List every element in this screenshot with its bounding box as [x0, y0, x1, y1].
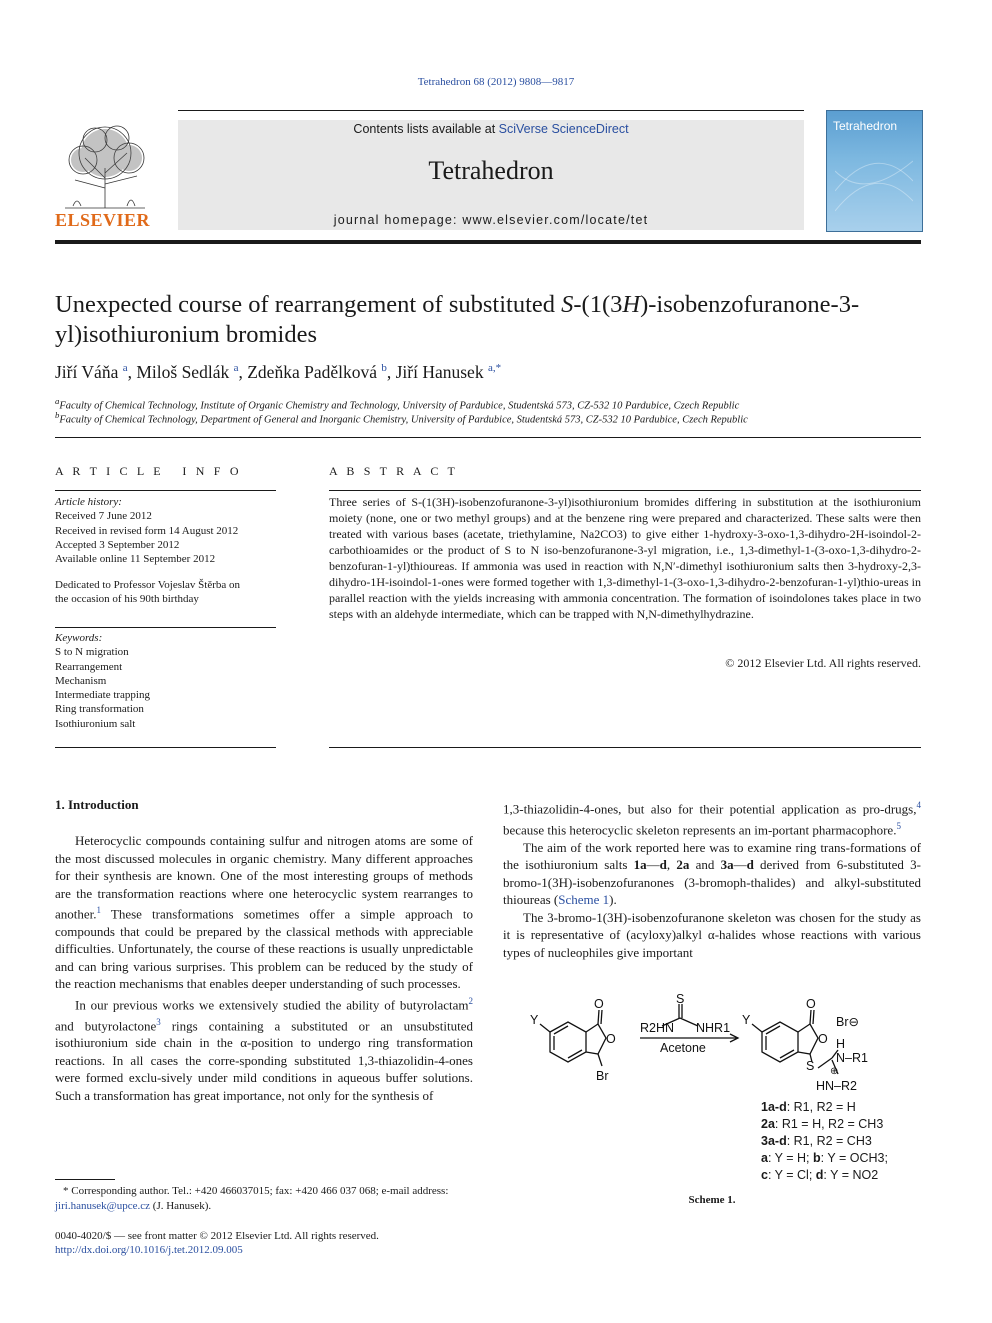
scheme-label: R2HN [640, 1021, 675, 1035]
scheme-label: O [806, 997, 816, 1011]
scheme-label: Acetone [660, 1041, 706, 1055]
keyword: Isothiuronium salt [55, 717, 136, 730]
introduction-heading: 1. Introduction [55, 797, 139, 812]
author-list: Jiří Váňa $^a$, Miloš Sedlák $^a$, Zdeňka Padělková $^b$, Jiří Hanusek $^{a,*}$ [55, 362, 502, 382]
scheme-label: Br [596, 1069, 609, 1083]
intro-paragraph-5: The 3-bromo-1(3H)-isobenzofuranone skeleton was chosen for the study as it is representative of (acyloxy)alkyl α-halides whose reactions with various types of nucleophiles give important [503, 909, 921, 960]
scheme-label: O [818, 1032, 828, 1046]
legend-line: c: Y = Cl; d: Y = NO2 [761, 1168, 879, 1182]
legend-line: 3a-d: R1, R2 = CH3 [761, 1134, 872, 1148]
ref-link[interactable]: 1 [96, 905, 102, 915]
scheme-label: HN–R2 [816, 1079, 857, 1093]
scheme-label: Br⊖ [836, 1015, 859, 1029]
elsevier-tree-logo [55, 118, 155, 210]
scheme-label: Y [742, 1013, 751, 1027]
author-affil-link[interactable]: b [381, 362, 387, 375]
ref-link[interactable]: 5 [896, 820, 901, 831]
keyword: Ring transformation [55, 703, 144, 716]
intro-right-column [503, 797, 921, 961]
article-info-bottom-rule [55, 747, 276, 748]
cover-pattern [835, 141, 913, 221]
article-history: Article history: Received 7 June 2012 Received in revised form 14 August 2012 Accepted 3 September 2012 Available online 11 September 2012 [55, 496, 239, 566]
journal-reference[interactable]: Tetrahedron 68 (2012) 9808—9817 [417, 76, 575, 88]
journal-title: Tetrahedron [428, 156, 554, 185]
intro-paragraph-1: Heterocyclic compounds containing sulfur and nitrogen atoms are some of the most discussed molecules in organic chemistry. Many different approaches for their synthesis are known. One of the most interesting groups of methods are the transformation reactions where one heterocyclic system rearranges to another.$^1$ These transformations sometimes offer a simple approach to compounds that could be prepared by the classical methods with appreciable difficulties. Unfortunately, the course of these reactions is usually unpredictable and can bring various surprises. This problem can be reduced by the study of the reaction mechanisms that enables deeper understanding of such processes. [55, 833, 473, 992]
left-lactone-ring [586, 1024, 606, 1054]
dedication: Dedicated to Professor Vojeslav Štěrba on the occasion of his 90th birthday [55, 579, 241, 606]
keyword: Rearrangement [55, 660, 123, 673]
article-info-rule [55, 490, 276, 491]
header-thick-rule [55, 240, 921, 244]
article-info-heading: A R T I C L E I N F O [55, 464, 242, 478]
issn-line: 0040-4020/$ — see front matter © 2012 Elsevier Ltd. All rights reserved. [55, 1230, 379, 1242]
abstract-text: Three series of S-(1(3H)-isobenzofuranone-3-yl)isothiuronium bromides differing in substitution at the isothiuronium moiety (none, one or two methyl groups) and at the benzene ring were prepared and characterized. These salts were then treated with various bases (acetate, triethylamine, Na2CO3) to give either 1-hydroxy-3-oxo-1,3-dihydro-2H-isoindol-2-carbothioamides or the product of S to N iso-benzofuranone-3-yl migration, i.e., 1,3-dimethyl-1-(3-oxo-1,3-dihydro-2-benzofuran-1-yl)thioureas. If ammonia was used in reaction with N,N′-dimethyl isothiuronium salts then 3-hydroxy-2,3-dihydro-1H-isoindol-1-ones were formed together with 1,3-dimethyl-1-(3-oxo-1,3-dihydro-2-benzofuran-1-yl)thio-ureas in parallel reaction with the yields increasing with ammonia concentration. The formation of isoindolones takes place in two steps with an aldehyde intermediate, which can be trapped with N,N-dimethylhydrazine. [329, 495, 921, 621]
intro-paragraph-4: The aim of the work reported here was to examine ring trans-formations of the isothiuronium salts 1a—d, 2a and 3a—d derived from 6-substituted 3-bromo-1(3H)-isobenzofuranones (3-bromoph-thalides) and alkyl-substituted thioureas (Scheme 1). [503, 839, 921, 908]
author-email-link[interactable]: jiri.hanusek@upce.cz [55, 1199, 151, 1212]
scheme-legend [761, 1099, 888, 1184]
elsevier-wordmark: ELSEVIER [55, 210, 151, 230]
scheme-label: Y [530, 1013, 539, 1027]
affiliation-b: $^b$Faculty of Chemical Technology, Department of General and Inorganic Chemistry, University of Pardubice, Studentská 573, CZ-532 10 Pardubice, Czech Republic [55, 410, 748, 426]
scheme-label: O [594, 997, 604, 1011]
author-name: Jiří Váňa [55, 362, 119, 382]
abstract-copyright: © 2012 Elsevier Ltd. All rights reserved. [725, 656, 921, 670]
keyword: Intermediate trapping [55, 689, 150, 702]
right-lactone-ring [798, 1024, 818, 1054]
ref-link[interactable]: 3 [156, 1016, 161, 1027]
abstract-heading: A B S T R A C T [329, 464, 459, 478]
intro-paragraph-2: In our previous works we extensively studied the ability of butyrolactam$^2$ and butyrolactone$^3$ rings containing a substituted or an unsubstituted isothiuronium side chain in the α-position to undergo ring transformation reactions. In all cases the corre-sponding substituted 1,3-thiazolidin-4-ones were formed exclu-sively under mild conditions in aqueous buffer solutions. Such a transformation has great importance, not only for the synthesis of [55, 995, 473, 1103]
doi-link[interactable]: http://dx.doi.org/10.1016/j.tet.2012.09.005 [55, 1244, 243, 1256]
journal-homepage[interactable]: journal homepage: www.elsevier.com/locate/tet [333, 213, 649, 227]
scheme-1-link[interactable]: Scheme 1 [558, 892, 610, 908]
legend-line: a: Y = H; b: Y = OCH3; [761, 1151, 888, 1165]
left-benzene-ring [550, 1022, 586, 1062]
author-name: Jiří Hanusek [395, 362, 484, 382]
affiliation-a: $^a$Faculty of Chemical Technology, Institute of Organic Chemistry and Technology, University of Pardubice, Studentská 573, CZ-532 10 Pardubice, Czech Republic [55, 396, 740, 412]
article-title: Unexpected course of rearrangement of substituted S-(1(3H)-isobenzofuranone-3-yl)isothiuronium bromides [55, 291, 860, 348]
author-affil-link[interactable]: a [233, 362, 239, 375]
author-affil-link[interactable]: a,* [487, 362, 502, 375]
abstract-rule [329, 490, 921, 491]
journal-cover-image [826, 110, 923, 232]
ref-link[interactable]: 4 [916, 800, 921, 810]
ref-link[interactable]: 2 [468, 995, 473, 1006]
legend-line: 2a: R1 = H, R2 = CH3 [761, 1117, 884, 1131]
keyword: S to N migration [55, 646, 129, 659]
scheme-label: H [836, 1037, 846, 1051]
scheme-1-drawing [520, 992, 920, 1097]
keyword: Mechanism [55, 674, 107, 687]
right-benzene-ring [762, 1022, 798, 1062]
author-name: Miloš Sedlák [136, 362, 230, 382]
legend-line: 1a-d: R1, R2 = H [761, 1100, 856, 1114]
scheme-label: ⊕ [830, 1066, 839, 1077]
scheme-label: S [806, 1059, 815, 1073]
footnote-rule [55, 1179, 115, 1180]
intro-paragraph-3: 1,3-thiazolidin-4-ones, but also for their potential application as pro-drugs,$^4$ because this heterocyclic skeleton represents an im-portant pharmacophore.$^5$ [503, 800, 921, 838]
cover-title: Tetrahedron [833, 119, 898, 133]
sciencedirect-link[interactable]: SciVerse ScienceDirect [498, 122, 629, 136]
scheme-label: N–R1 [836, 1051, 868, 1065]
scheme-label: S [676, 992, 685, 1006]
author-affil-link[interactable]: a [122, 362, 128, 375]
journal-banner [178, 120, 804, 230]
scheme-label: O [606, 1032, 616, 1046]
scheme-caption: Scheme 1. [688, 1194, 736, 1206]
header-top-rule [178, 110, 804, 111]
keywords-list: Keywords: S to N migration Rearrangement Mechanism Intermediate trapping Ring transformation Isothiuronium salt [55, 631, 276, 731]
corresponding-author-note: * Corresponding author. Tel.: +420 466037015; fax: +420 466 037 068; e-mail address: jiri.hanusek@upce.cz (J. Hanusek). [55, 1185, 449, 1212]
contents-available-line: Contents lists available at SciVerse ScienceDirect [353, 122, 629, 136]
keywords-rule [55, 627, 276, 628]
scheme-label: NHR1 [696, 1021, 731, 1035]
affil-rule [55, 437, 921, 438]
abstract-bottom-rule [329, 747, 921, 748]
intro-left-column [55, 832, 473, 1104]
author-name: Zdeňka Padělková [247, 362, 377, 382]
